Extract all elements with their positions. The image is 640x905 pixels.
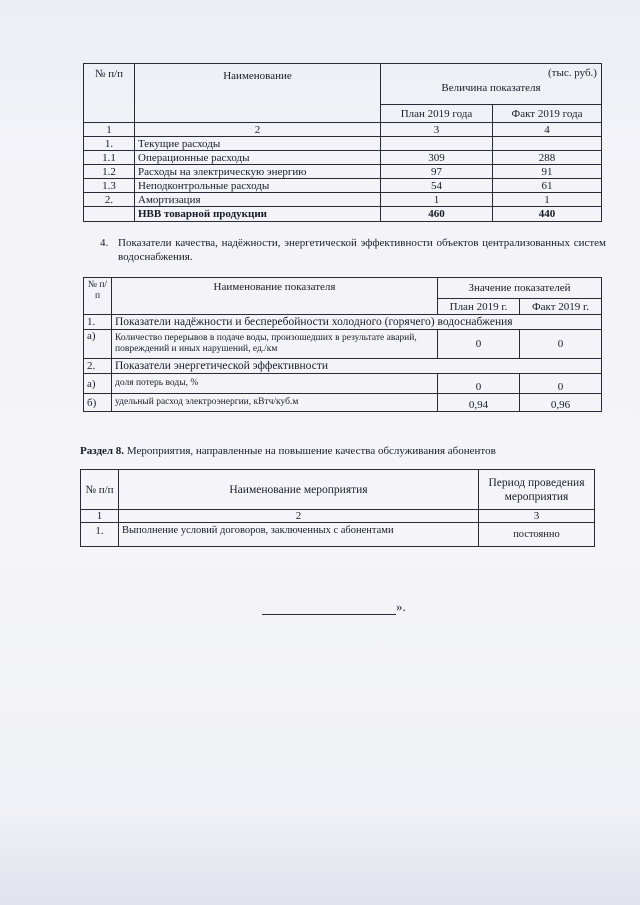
- closing-quote: ».: [396, 599, 406, 614]
- row-num: б): [84, 394, 112, 412]
- header-value: Величина показателя: [381, 64, 602, 105]
- header-num: № п/п: [84, 64, 135, 123]
- row-plan: 309: [381, 151, 493, 165]
- row-num: 1.: [81, 523, 119, 547]
- row-name: НВВ товарной продукции: [135, 207, 381, 222]
- col-number: 4: [493, 123, 602, 137]
- measures-table: [80, 469, 595, 547]
- row-name: доля потерь воды, %: [112, 374, 438, 394]
- section-4-heading: [100, 236, 606, 264]
- table-row: [81, 523, 595, 547]
- row-fact: 1: [493, 193, 602, 207]
- table-row: [84, 137, 602, 151]
- header-value: Значение показателей: [438, 278, 602, 299]
- row-plan: 460: [381, 207, 493, 222]
- row-fact: 61: [493, 179, 602, 193]
- row-name: Расходы на электрическую энергию: [135, 165, 381, 179]
- costs-table: [83, 63, 602, 222]
- row-fact: 0: [520, 330, 602, 359]
- table-row: [84, 193, 602, 207]
- row-name: Неподконтрольные расходы: [135, 179, 381, 193]
- table-row: [84, 165, 602, 179]
- row-num: 2.: [84, 359, 112, 374]
- section-row: [84, 359, 602, 374]
- header-num: № п/п: [81, 470, 119, 510]
- header-plan: План 2019 года: [381, 105, 493, 123]
- col-number: 3: [381, 123, 493, 137]
- signature-line: [262, 599, 406, 615]
- row-name: Показатели надёжности и бесперебойности холодного (горячего) водоснабжения: [112, 315, 602, 330]
- row-name: Количество перерывов в подаче воды, произошедших в результате аварий, повреждений и иных нарушений, ед./км: [112, 330, 438, 359]
- row-name: Текущие расходы: [135, 137, 381, 151]
- section-4-text: Показатели качества, надёжности, энергетической эффективности объектов централизованных систем водоснабжения.: [118, 237, 606, 263]
- table-row: [84, 179, 602, 193]
- col-number: 2: [135, 123, 381, 137]
- row-fact: [493, 137, 602, 151]
- row-num: 1.: [84, 137, 135, 151]
- total-row: [84, 207, 602, 222]
- row-num: 1.1: [84, 151, 135, 165]
- row-name: Показатели энергетической эффективности: [112, 359, 602, 374]
- row-num: 1.3: [84, 179, 135, 193]
- header-period: Период проведения мероприятия: [479, 470, 595, 510]
- row-plan: [381, 137, 493, 151]
- header-name: Наименование показателя: [112, 278, 438, 315]
- header-name: Наименование: [135, 64, 381, 123]
- section-row: [84, 315, 602, 330]
- row-fact: 0: [520, 374, 602, 394]
- row-num: 1.2: [84, 165, 135, 179]
- section-8-title: Мероприятия, направленные на повышение качества обслуживания абонентов: [126, 445, 496, 457]
- section-8-label: Раздел 8.: [80, 445, 125, 457]
- row-name: Выполнение условий договоров, заключенных с абонентами: [119, 523, 479, 547]
- row-period: постоянно: [479, 523, 595, 547]
- table-row: [84, 374, 602, 394]
- scan-shadow: [0, 815, 640, 905]
- row-num: [84, 207, 135, 222]
- row-plan: 0: [438, 374, 520, 394]
- row-num: 1.: [84, 315, 112, 330]
- row-fact: 91: [493, 165, 602, 179]
- row-plan: 97: [381, 165, 493, 179]
- blank-line: [262, 602, 396, 615]
- table-row: [84, 151, 602, 165]
- table-row: [84, 330, 602, 359]
- row-name: Амортизация: [135, 193, 381, 207]
- row-plan: 54: [381, 179, 493, 193]
- header-fact: Факт 2019 г.: [520, 299, 602, 315]
- header-fact: Факт 2019 года: [493, 105, 602, 123]
- row-name: Операционные расходы: [135, 151, 381, 165]
- row-plan: 1: [381, 193, 493, 207]
- col-number: 1: [84, 123, 135, 137]
- header-name: Наименование мероприятия: [119, 470, 479, 510]
- section-4-number: 4.: [100, 237, 109, 249]
- header-num: № п/п: [84, 278, 112, 315]
- row-fact: 288: [493, 151, 602, 165]
- section-8-heading: [80, 444, 496, 458]
- unit-label: (тыс. руб.): [548, 67, 597, 79]
- row-num: а): [84, 330, 112, 359]
- row-name: удельный расход электроэнергии, кВтч/куб.м: [112, 394, 438, 412]
- header-plan: План 2019 г.: [438, 299, 520, 315]
- col-number: 1: [81, 510, 119, 523]
- row-num: 2.: [84, 193, 135, 207]
- col-number: 2: [119, 510, 479, 523]
- row-plan: 0: [438, 330, 520, 359]
- col-number: 3: [479, 510, 595, 523]
- table-row: [84, 394, 602, 412]
- row-num: а): [84, 374, 112, 394]
- row-plan: 0,94: [438, 394, 520, 412]
- quality-indicators-table: [83, 277, 602, 412]
- row-fact: 0,96: [520, 394, 602, 412]
- row-fact: 440: [493, 207, 602, 222]
